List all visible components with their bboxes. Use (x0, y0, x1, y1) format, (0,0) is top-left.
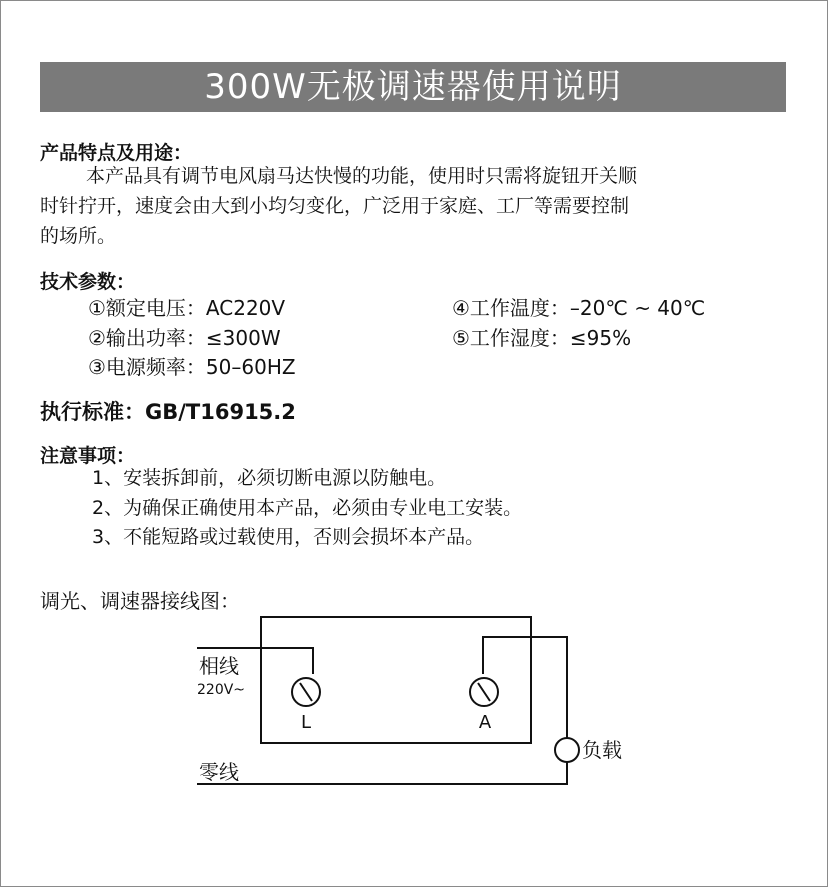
note-item-3: 3、不能短路或过载使用，否则会损坏本产品。 (92, 526, 485, 548)
features-line-2: 时针拧开，速度会由大到小均匀变化，广泛用于家庭、工厂等需要控制 (40, 195, 630, 217)
spec-rated-voltage: ①额定电压：AC220V (88, 296, 286, 320)
page-title: 300W无极调速器使用说明 (40, 62, 786, 112)
specs-heading: 技术参数： (40, 271, 136, 293)
execution-standard: 执行标准：GB/T16915.2 (40, 400, 296, 424)
terminal-l-label: L (300, 712, 312, 733)
features-line-1: 本产品具有调节电风扇马达快慢的功能，使用时只需将旋钮开关顺 (86, 165, 638, 187)
notes-heading: 注意事项： (40, 445, 136, 467)
neutral-label: 零线 (199, 760, 239, 784)
voltage-label: 220V~ (197, 682, 246, 698)
spec-working-temperature: ④工作温度：–20℃ ~ 40℃ (452, 296, 706, 320)
note-item-2: 2、为确保正确使用本产品，必须由专业电工安装。 (92, 497, 523, 519)
features-line-3: 的场所。 (40, 225, 117, 247)
diagram-title: 调光、调速器接线图： (40, 589, 240, 613)
note-item-1: 1、安装拆卸前，必须切断电源以防触电。 (92, 467, 447, 489)
phase-label: 相线 (199, 654, 239, 678)
spec-working-humidity: ⑤工作湿度：≤95% (452, 326, 632, 350)
terminal-a-label: A (478, 712, 492, 733)
spec-power-frequency: ③电源频率：50–60HZ (88, 355, 296, 379)
spec-output-power: ②输出功率：≤300W (88, 326, 281, 350)
load-label: 负载 (582, 738, 622, 762)
features-heading: 产品特点及用途： (40, 142, 193, 164)
